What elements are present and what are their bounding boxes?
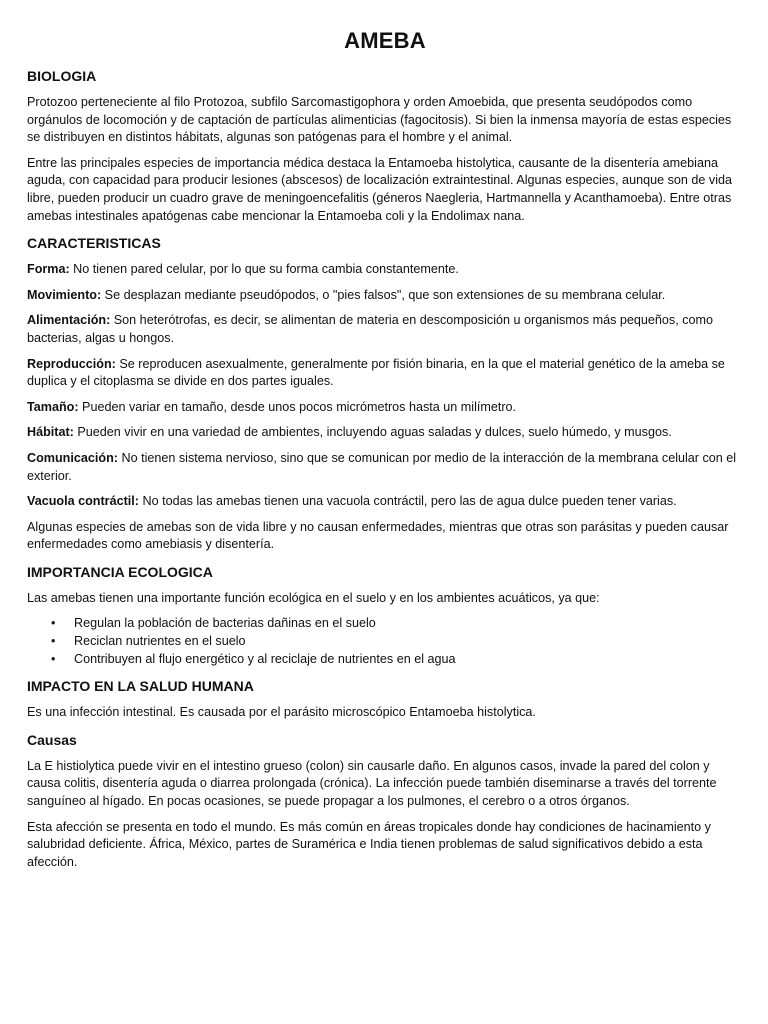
caracteristica-movimiento (27, 287, 743, 305)
biologia-paragraph-2: Entre las principales especies de importancia médica destaca la Entamoeba histolytica, causante de la disentería amebiana aguda, con capacidad para producir lesiones (abscesos) de localización extraintestinal. Algunas especies, aunque son de vida libre, pueden producir un cuadro grave de meningoencefalitis (géneros Naegleria, Hartmannella y Acanthamoeba). Entre otras amebas intestinales apatógenas cabe mencionar la Entamoeba coli y la Endolimax nana. (27, 155, 732, 223)
list-item (51, 615, 743, 633)
causas-paragraph-2: Esta afección se presenta en todo el mundo. Es más común en áreas tropicales donde hay condiciones de hacinamiento y salubridad deficiente. África, México, partes de Suramérica e India tienen problemas de salud significativos debido a esta afección. (27, 819, 711, 869)
caracteristica-text: Pueden vivir en una variedad de ambientes, incluyendo aguas saladas y dulces, suelo húmedo, y musgos. (73, 425, 672, 440)
list-item (51, 633, 743, 651)
document-page (27, 26, 743, 879)
list-item (51, 651, 743, 669)
biologia-paragraph-1: Protozoo perteneciente al filo Protozoa, subfilo Sarcomastigophora y orden Amoebida, que presenta seudópodos como orgánulos de locomoción y de captación de partículas alimenticias (fagocitosis). Si bien la inmensa mayoría de estas especies se distribuyen en distintos hábitats, algunas son patógenas para el hombre y el animal. (27, 95, 732, 145)
bullet-icon: • (51, 616, 56, 631)
caracteristica-term: Forma: (27, 262, 70, 277)
caracteristica-term: Reproducción: (27, 356, 116, 371)
caracteristica-comunicacion (27, 450, 743, 485)
caracteristica-text: Se reproducen asexualmente, generalmente por fisión binaria, en la que el material genético de la ameba se duplica y el citoplasma se divide en dos partes iguales. (27, 356, 725, 389)
heading-impacto-salud: IMPACTO EN LA SALUD HUMANA (27, 678, 254, 695)
caracteristica-term: Comunicación: (27, 450, 118, 465)
caracteristica-forma (27, 261, 743, 279)
importancia-intro: Las amebas tienen una importante función ecológica en el suelo y en los ambientes acuáticos, ya que: (27, 590, 600, 605)
caracteristica-reproduccion (27, 356, 743, 391)
document-title: AMEBA (344, 28, 426, 53)
heading-biologia: BIOLOGIA (27, 68, 97, 84)
importancia-list (27, 615, 743, 668)
list-item-text: Reciclan nutrientes en el suelo (74, 634, 246, 649)
heading-caracteristicas: CARACTERISTICAS (27, 235, 161, 252)
list-item-text: Regulan la población de bacterias dañinas en el suelo (74, 616, 376, 631)
caracteristica-text: Se desplazan mediante pseudópodos, o "pies falsos", que son extensiones de su membrana celular. (101, 287, 666, 302)
bullet-icon: • (51, 651, 56, 666)
caracteristica-text: No tienen sistema nervioso, sino que se comunican por medio de la interacción de la membrana celular con el exterior. (27, 450, 737, 483)
caracteristica-text: No todas las amebas tienen una vacuola contráctil, pero las de agua dulce pueden tener varias. (138, 494, 677, 509)
impacto-intro: Es una infección intestinal. Es causada por el parásito microscópico Entamoeba histolytica. (27, 705, 536, 720)
caracteristicas-closing: Algunas especies de amebas son de vida libre y no causan enfermedades, mientras que otras son parásitas y pueden causar enfermedades como amebiasis y disentería. (27, 519, 729, 552)
caracteristica-text: Son heterótrofas, es decir, se alimentan de materia en descomposición u organismos más pequeños, como bacterias, algas u hongos. (27, 313, 714, 345)
caracteristica-term: Vacuola contráctil: (27, 494, 139, 509)
bullet-icon: • (51, 634, 56, 649)
caracteristica-vacuola (27, 493, 743, 511)
heading-causas: Causas (27, 731, 77, 748)
heading-importancia-ecologica: IMPORTANCIA ECOLOGICA (27, 563, 213, 580)
caracteristica-alimentacion (27, 312, 743, 347)
caracteristica-tamano (27, 399, 743, 417)
caracteristica-term: Movimiento: (27, 287, 102, 302)
caracteristica-term: Tamaño: (27, 399, 79, 414)
caracteristica-habitat (27, 424, 743, 442)
caracteristica-term: Hábitat: (27, 425, 74, 440)
caracteristica-text: No tienen pared celular, por lo que su forma cambia constantemente. (69, 262, 459, 277)
caracteristica-text: Pueden variar en tamaño, desde unos pocos micrómetros hasta un milímetro. (78, 399, 517, 414)
causas-paragraph-1: La E histiolytica puede vivir en el intestino grueso (colon) sin causarle daño. En algunos casos, invade la pared del colon y causa colitis, disentería aguda o diarrea prolongada (crónica). La infección puede también diseminarse a través del torrente sanguíneo al hígado. En pocas ocasiones, se puede propagar a los pulmones, el cerebro o a otros órganos. (27, 758, 717, 809)
caracteristica-term: Alimentación: (27, 313, 111, 328)
list-item-text: Contribuyen al flujo energético y al reciclaje de nutrientes en el agua (74, 651, 456, 666)
